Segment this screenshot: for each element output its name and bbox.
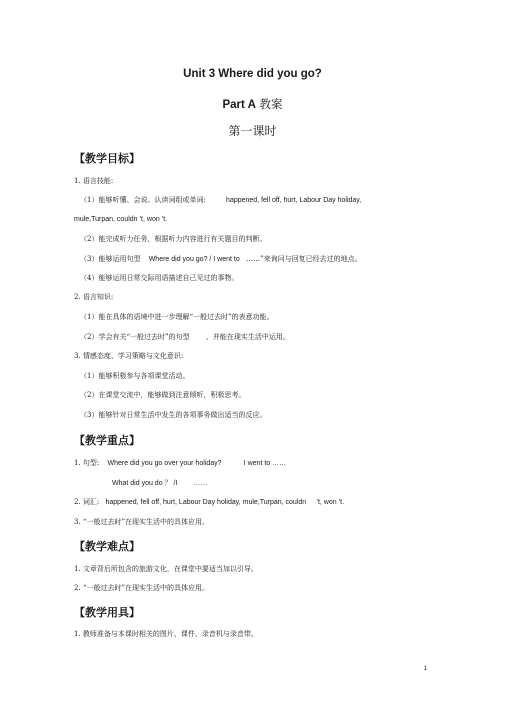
goal-1-heading: 1. 语言技能: <box>74 177 114 185</box>
page-title: Unit 3 Where did you go? <box>183 68 322 80</box>
key-2-label: 2. 词汇: <box>74 498 100 506</box>
goal-1-2: （2）能完成听力任务，根据听力内容进行有关题目的判断。 <box>80 235 267 243</box>
key-1-answer: I went to …… <box>243 460 287 467</box>
goal-1-3-text: （3）能够运用句型 <box>80 255 141 263</box>
key-2-words-end: ’t, won ’t. <box>316 499 345 506</box>
key-1-label: 1. 句型: <box>74 459 100 467</box>
goal-1-1-words: happened, fell off, hurt, Labour Day holiday, <box>226 197 362 204</box>
lesson-heading: 第一课时 <box>228 124 277 138</box>
goal-1-1-text: （1）能够听懂、会说、认读词组或单词: <box>80 196 206 204</box>
goal-1-3 <box>80 255 362 264</box>
section-key-heading: 【教学重点】 <box>74 434 140 447</box>
tools-1: 1. 教师准备与本课时相关的图片、课件、录音机与录音带。 <box>74 630 258 638</box>
section-difficult-heading: 【教学难点】 <box>74 540 140 553</box>
goal-1-1-words-cont: mule,Turpan, couldn ’t, won ’t. <box>74 216 168 223</box>
section-goals-heading: 【教学目标】 <box>74 152 140 165</box>
goal-3-3: （3）能够针对日常生活中发生的各项事务做出适当的反应。 <box>80 411 267 419</box>
goal-1-3-pattern: Where did you go? / I went to <box>148 256 240 263</box>
goal-1-1 <box>80 196 361 205</box>
goal-2-heading: 2. 语言知识: <box>74 293 114 301</box>
key-1-line2 <box>112 479 207 488</box>
key-1 <box>74 459 286 468</box>
goal-2-1: （1）能在具体的语境中进一步理解“一般过去时”的表意功能。 <box>80 313 274 321</box>
goal-1-4: （4）能够运用日常交际用语描述自己见过的事物。 <box>80 274 239 282</box>
goal-2-2-text: （2）学会有关“一般过去时”的句型 <box>80 333 190 341</box>
page-subtitle <box>0 96 505 112</box>
subtitle-part: Part A <box>222 99 256 111</box>
key-1-ellipsis: …… <box>193 480 208 487</box>
goal-1-3-rest: ……”来询问与回复已经去过的地点。 <box>246 255 362 263</box>
goal-3-2: （2）在课堂交流中，能够做到注意倾听，积极思考。 <box>80 391 246 399</box>
goal-3-heading: 3. 情感态度、学习策略与文化意识: <box>74 352 184 360</box>
subtitle-suffix: 教案 <box>259 97 283 111</box>
difficult-2: 2. “一般过去时”在现实生活中的具体应用。 <box>74 584 210 592</box>
goal-2-2-rest: 、并能在现实生活中运用。 <box>205 333 290 341</box>
page-number: 1 <box>423 666 427 672</box>
key-2 <box>74 498 344 507</box>
goal-2-2 <box>80 333 290 342</box>
key-1-question: What did you do ？ /I <box>112 480 178 487</box>
key-3: 3. “一般过去时”在现实生活中的具体应用。 <box>74 518 210 526</box>
key-2-words: happened, fell off, hurt, Labour Day holiday, mule,Turpan, couldn <box>105 499 307 506</box>
key-1-pattern: Where did you go over your holiday? <box>107 460 222 467</box>
section-tools-heading: 【教学用具】 <box>74 606 140 619</box>
difficult-1: 1. 文章背后所包含的旅游文化，在课堂中要适当加以引导。 <box>74 565 258 573</box>
goal-3-1: （1）能够积极参与各项课堂活动。 <box>80 372 190 380</box>
